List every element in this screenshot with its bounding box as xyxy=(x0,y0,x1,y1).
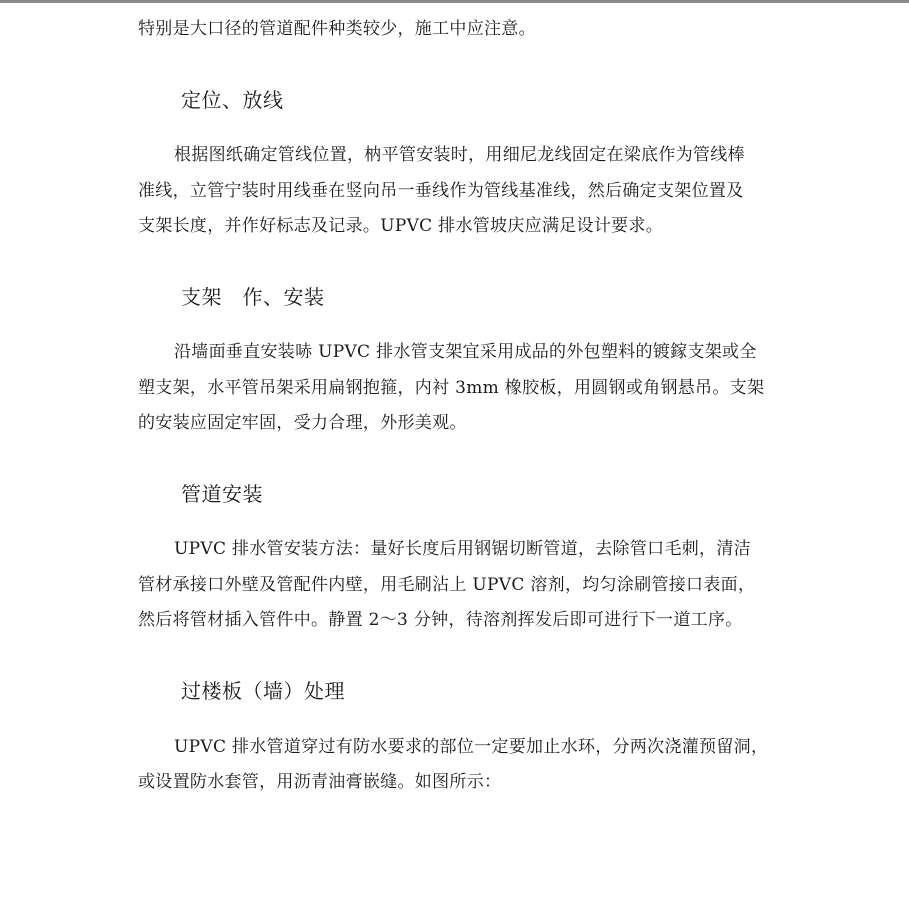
paragraph-line: 准线，立管宁装时用线垂在竖向吊一垂线作为管线基准线，然后确定支架位置及 xyxy=(138,181,744,201)
paragraph-line: UPVC 排水管道穿过有防水要求的部位一定要加止水环，分两次浇灌预留洞， xyxy=(174,737,769,757)
paragraph-line: 然后将管材插入管件中。静置 2～3 分钟，待溶剂挥发后即可进行下一道工序。 xyxy=(138,610,743,630)
paragraph-line: 或设置防水套管，用沥青油膏嵌缝。如图所示： xyxy=(138,772,502,792)
paragraph-line: 根据图纸确定管线位置，枘平管安装时，用细尼龙线固定在梁底作为管线棒 xyxy=(174,145,745,165)
paragraph-line: 支架长度，并作好标志及记录。UPVC 排水管坡庆应满足设计要求。 xyxy=(138,216,664,236)
section-heading-support: 支架 作、安装 xyxy=(181,285,325,309)
section-heading-floor-penetration: 过楼板（墙）处理 xyxy=(181,679,345,703)
paragraph-line: 沿墙面垂直安装哧 UPVC 排水管支架宜采用成品的外包塑料的镀鎵支架或全 xyxy=(174,342,757,362)
paragraph-line: 塑支架，水平管吊架采用扁钢抱箍，内衬 3mm 橡胶板，用圆钢或角钢悬吊。支架 xyxy=(138,378,765,398)
intro-paragraph-line: 特别是大口径的管道配件种类较少，施工中应注意。 xyxy=(138,19,536,39)
paragraph-line: 管材承接口外壁及管配件内壁，用毛刷沾上 UPVC 溶剂，均匀涂刷管接口表面， xyxy=(138,575,756,595)
paragraph-line: UPVC 排水管安装方法：量好长度后用钢锯切断管道，去除管口毛刺，清洁 xyxy=(174,539,751,559)
section-heading-pipe-install: 管道安装 xyxy=(181,482,263,506)
section-heading-positioning: 定位、放线 xyxy=(181,88,284,112)
paragraph-line: 的安装应固定牢固，受力合理，外形美观。 xyxy=(138,413,467,433)
